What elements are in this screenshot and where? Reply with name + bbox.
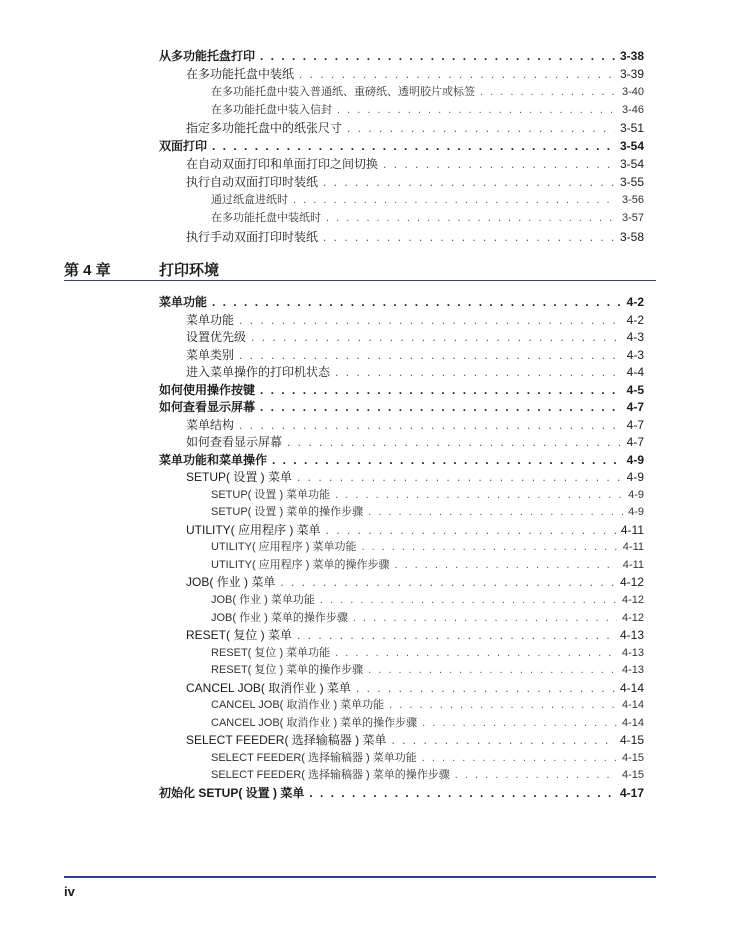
toc-entry-page: 4-13 <box>619 628 644 643</box>
toc-entry-title: 从多功能托盘打印 <box>159 49 256 63</box>
toc-leader-dots <box>251 328 622 346</box>
toc-leader-dots <box>337 101 617 119</box>
toc-entry[interactable] <box>211 538 644 556</box>
toc-leader-dots <box>299 65 615 83</box>
toc-entry-page: 3-54 <box>619 139 644 154</box>
toc-entry-title: CANCEL JOB( 取消作业 ) 菜单的操作步骤 <box>211 716 418 729</box>
toc-leader-dots <box>368 661 617 679</box>
toc-entry-title: CANCEL JOB( 取消作业 ) 菜单 <box>186 680 351 695</box>
toc-entry[interactable] <box>159 398 644 416</box>
toc-entry-title: 执行自动双面打印时装纸 <box>186 175 319 190</box>
chapter-number: 第 4 章 <box>64 262 111 279</box>
toc-entry[interactable] <box>186 626 644 644</box>
toc-leader-dots <box>260 381 622 399</box>
toc-entry[interactable] <box>159 293 644 311</box>
toc-entry-title: JOB( 作业 ) 菜单功能 <box>211 594 315 606</box>
toc-entry-page: 4-12 <box>619 575 644 590</box>
toc-leader-dots <box>455 766 617 784</box>
toc-entry[interactable] <box>211 766 644 784</box>
toc-leader-dots <box>297 626 615 644</box>
toc-entry-title: 在自动双面打印和单面打印之间切换 <box>186 157 379 172</box>
toc-entry-page: 4-12 <box>621 611 644 624</box>
toc-entry-title: 执行手动双面打印时装纸 <box>186 229 319 244</box>
toc-leader-dots <box>260 47 615 65</box>
toc-entry-page: 4-7 <box>626 400 644 415</box>
toc-entry-title: 如何查看显示屏幕 <box>159 400 256 415</box>
toc-entry-title: 指定多功能托盘中的纸张尺寸 <box>186 121 343 136</box>
toc-entry-title: 菜单结构 <box>186 417 235 432</box>
toc-entry[interactable] <box>159 451 644 469</box>
toc-leader-dots <box>309 784 615 802</box>
toc-entry-page: 4-14 <box>621 699 644 712</box>
toc-entry-title: JOB( 作业 ) 菜单的操作步骤 <box>211 611 348 624</box>
toc-entry-title: 菜单类别 <box>186 347 235 362</box>
toc-entry-page: 4-14 <box>621 716 644 729</box>
toc-entry-page: 4-11 <box>622 541 644 554</box>
toc-entry-page: 4-14 <box>619 680 644 695</box>
toc-entry[interactable] <box>211 661 644 679</box>
toc-entry-title: 在多功能托盘中装入普通纸、重磅纸、透明胶片或标签 <box>211 86 475 99</box>
toc-leader-dots <box>361 538 617 556</box>
toc-entry[interactable] <box>186 155 644 173</box>
toc-leader-dots <box>368 503 623 521</box>
toc-entry-title: 在多功能托盘中装入信封 <box>211 104 332 117</box>
chapter-divider <box>64 280 656 281</box>
toc-leader-dots <box>323 173 615 191</box>
toc-leader-dots <box>297 468 622 486</box>
toc-entry-page: 4-5 <box>626 382 644 397</box>
toc-entry-page: 4-15 <box>621 751 644 764</box>
toc-entry-page: 4-13 <box>621 646 644 659</box>
toc-entry-title: SELECT FEEDER( 选择输稿器 ) 菜单的操作步骤 <box>211 769 450 782</box>
toc-entry-title: 菜单功能 <box>159 295 208 309</box>
toc-leader-dots <box>335 486 623 504</box>
toc-entry-page: 3-40 <box>621 86 644 99</box>
toc-leader-dots <box>212 137 615 155</box>
footer-divider <box>64 876 656 878</box>
toc-entry[interactable] <box>186 346 644 364</box>
toc-entry-title: CANCEL JOB( 取消作业 ) 菜单功能 <box>211 699 385 712</box>
toc-entry-page: 3-38 <box>619 49 644 63</box>
toc-leader-dots <box>323 228 615 246</box>
toc-entry-page: 3-51 <box>619 121 644 136</box>
toc-entry-title: JOB( 作业 ) 菜单 <box>186 575 276 590</box>
toc-entry-title: 初始化 SETUP( 设置 ) 菜单 <box>159 785 305 800</box>
toc-entry[interactable] <box>211 486 644 504</box>
toc-entry-title: UTILITY( 应用程序 ) 菜单功能 <box>211 541 357 554</box>
toc-entry-title: RESET( 复位 ) 菜单功能 <box>211 646 331 659</box>
toc-entry-page: 3-56 <box>621 194 644 207</box>
toc-entry[interactable] <box>211 503 644 521</box>
toc-leader-dots <box>280 573 615 591</box>
toc-entry-title: 进入菜单操作的打印机状态 <box>186 365 331 380</box>
toc-entry[interactable] <box>159 137 644 155</box>
toc-entry[interactable] <box>186 119 644 137</box>
toc-leader-dots <box>391 731 615 749</box>
toc-entry[interactable] <box>211 101 644 119</box>
toc-leader-dots <box>287 433 622 451</box>
toc-entry-title: 如何使用操作按键 <box>159 382 256 397</box>
toc-entry[interactable] <box>186 228 644 246</box>
toc-entry[interactable] <box>186 311 644 329</box>
toc-leader-dots <box>347 119 615 137</box>
toc-entry[interactable] <box>211 83 644 101</box>
toc-entry-title: SETUP( 设置 ) 菜单功能 <box>211 488 331 501</box>
toc-entry-title: 通过纸盒进纸时 <box>211 194 288 207</box>
toc-leader-dots <box>320 591 617 609</box>
toc-leader-dots <box>239 311 622 329</box>
toc-entry-title: SELECT FEEDER( 选择输稿器 ) 菜单 <box>186 733 387 748</box>
chapter-title: 打印环境 <box>159 262 220 279</box>
toc-entry-title: SETUP( 设置 ) 菜单的操作步骤 <box>211 506 364 519</box>
toc-entry-page: 4-11 <box>622 558 644 571</box>
toc-leader-dots <box>293 191 617 209</box>
toc-entry-page: 4-13 <box>621 664 644 677</box>
toc-entry-page: 4-3 <box>626 347 644 362</box>
toc-leader-dots <box>272 451 622 469</box>
toc-entry[interactable] <box>186 65 644 83</box>
toc-entry[interactable] <box>186 468 644 486</box>
toc-entry-page: 4-9 <box>628 488 644 501</box>
toc-leader-dots <box>326 209 617 227</box>
toc-leader-dots <box>335 644 617 662</box>
toc-entry-page: 3-57 <box>621 212 644 225</box>
toc-entry[interactable] <box>211 609 644 627</box>
toc-entry[interactable] <box>211 556 644 574</box>
toc-entry-page: 3-39 <box>619 67 644 82</box>
toc-leader-dots <box>239 416 622 434</box>
toc-entry-title: 在多功能托盘中装纸时 <box>211 212 321 225</box>
toc-entry-page: 4-9 <box>628 506 644 519</box>
toc-entry-page: 3-55 <box>619 175 644 190</box>
toc-entry[interactable] <box>186 573 644 591</box>
toc-entry[interactable] <box>186 173 644 191</box>
toc-entry-page: 4-2 <box>626 295 644 309</box>
toc-leader-dots <box>394 556 617 574</box>
toc-entry[interactable] <box>186 363 644 381</box>
toc-entry-title: 在多功能托盘中装纸 <box>186 67 295 82</box>
toc-entry-title: 设置优先级 <box>186 330 247 345</box>
toc-entry-page: 4-15 <box>621 769 644 782</box>
toc-entry[interactable] <box>159 381 644 399</box>
toc-entry[interactable] <box>186 416 644 434</box>
toc-entry-title: SETUP( 设置 ) 菜单 <box>186 470 293 485</box>
toc-entry[interactable] <box>159 784 644 802</box>
toc-entry-page: 3-46 <box>621 104 644 117</box>
toc-entry-page: 4-4 <box>626 365 644 380</box>
toc-entry[interactable] <box>211 209 644 227</box>
toc-entry-page: 3-58 <box>619 229 644 244</box>
toc-leader-dots <box>422 714 617 732</box>
toc-entry-title: 双面打印 <box>159 139 208 154</box>
toc-entry-title: 菜单功能和菜单操作 <box>159 452 268 467</box>
toc-entry[interactable] <box>211 749 644 767</box>
toc-entry-page: 4-7 <box>626 435 644 450</box>
toc-entry-title: SELECT FEEDER( 选择输稿器 ) 菜单功能 <box>211 751 417 764</box>
toc-leader-dots <box>326 521 616 539</box>
toc-entry[interactable] <box>186 433 644 451</box>
toc-leader-dots <box>356 679 615 697</box>
toc-entry[interactable] <box>186 328 644 346</box>
toc-leader-dots <box>212 293 622 311</box>
toc-entry-page: 4-17 <box>619 785 644 800</box>
toc-entry-title: 如何查看显示屏幕 <box>186 435 283 450</box>
toc-entry-title: 菜单功能 <box>186 312 235 327</box>
toc-entry-page: 4-9 <box>626 452 644 467</box>
toc-leader-dots <box>480 83 617 101</box>
page-number: iv <box>64 884 75 899</box>
toc-entry-title: RESET( 复位 ) 菜单的操作步骤 <box>211 664 364 677</box>
toc-entry[interactable] <box>186 731 644 749</box>
toc-entry-page: 4-12 <box>621 594 644 606</box>
toc-entry[interactable] <box>186 521 644 539</box>
toc-entry[interactable] <box>211 714 644 732</box>
toc-entry[interactable] <box>211 591 644 609</box>
toc-entry-page: 4-3 <box>626 330 644 345</box>
toc-leader-dots <box>260 398 622 416</box>
toc-leader-dots <box>335 363 622 381</box>
toc-leader-dots <box>383 155 615 173</box>
toc-leader-dots <box>389 696 617 714</box>
toc-entry-title: RESET( 复位 ) 菜单 <box>186 628 293 643</box>
toc-leader-dots <box>422 749 617 767</box>
toc-entry[interactable] <box>159 47 644 65</box>
toc-entry-title: UTILITY( 应用程序 ) 菜单的操作步骤 <box>211 558 390 571</box>
toc-entry-page: 4-11 <box>620 522 644 537</box>
toc-entry-page: 3-54 <box>619 157 644 172</box>
toc-entry[interactable] <box>186 679 644 697</box>
toc-entry-page: 4-7 <box>626 417 644 432</box>
toc-entry-page: 4-9 <box>626 470 644 485</box>
toc-entry[interactable] <box>211 191 644 209</box>
toc-entry-page: 4-2 <box>626 312 644 327</box>
toc-entry-page: 4-15 <box>619 733 644 748</box>
toc-leader-dots <box>353 609 617 627</box>
toc-entry-title: UTILITY( 应用程序 ) 菜单 <box>186 522 321 537</box>
toc-entry[interactable] <box>211 696 644 714</box>
toc-entry[interactable] <box>211 644 644 662</box>
toc-leader-dots <box>239 346 622 364</box>
